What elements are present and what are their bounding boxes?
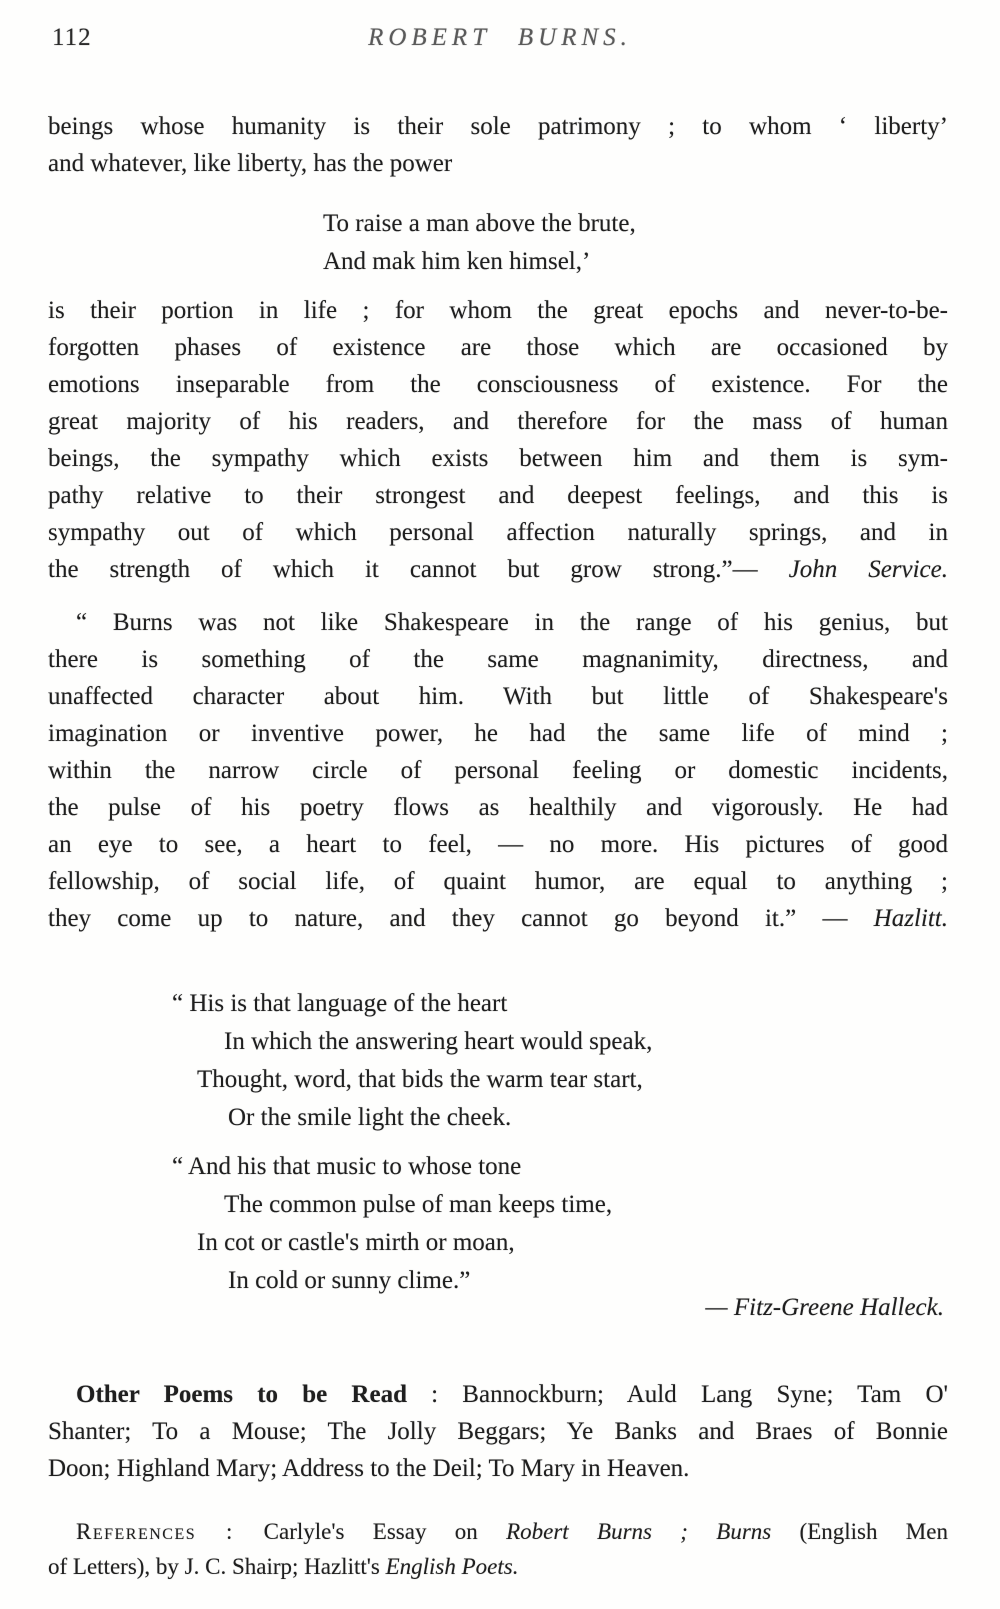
text-segment: and whatever, like liberty, has the power — [48, 150, 453, 177]
text-segment: sympathy out of which personal affection naturally springs, and in — [48, 519, 948, 546]
text-segment: “ And his that music to whose tone — [172, 1153, 522, 1180]
text-segment: “ Burns was not like Shakespeare in the range of his genius, but — [76, 609, 948, 636]
text-segment: great majority of his readers, and therefore for the mass of human — [48, 408, 948, 435]
text-line — [48, 715, 948, 752]
text-line — [48, 1450, 948, 1487]
text-segment: forgotten phases of existence are those which are occasioned by — [48, 334, 948, 361]
references-paragraph — [48, 1514, 948, 1584]
text-segment: : Bannockburn; Auld Lang Syne; Tam O' — [406, 1381, 948, 1408]
brute-verse — [323, 205, 948, 281]
text-segment: of Letters), by J. C. Shairp; Hazlitt's — [48, 1554, 386, 1579]
service-paragraph — [48, 292, 948, 588]
text-line — [48, 1376, 948, 1413]
text-line — [48, 329, 948, 366]
text-line — [48, 789, 948, 826]
text-line — [323, 243, 948, 281]
text-line — [224, 1186, 948, 1224]
text-line — [323, 205, 948, 243]
text-segment: the strength of which it cannot but grow strong.”— — [48, 556, 789, 583]
text-line — [48, 863, 948, 900]
text-segment: fellowship, of social life, of quaint humor, are equal to anything ; — [48, 868, 948, 895]
halleck-attribution — [48, 1290, 948, 1326]
text-line — [48, 641, 948, 678]
text-line — [48, 1549, 948, 1584]
text-segment: Robert Burns ; Burns — [506, 1519, 800, 1544]
text-line — [48, 403, 948, 440]
text-line — [48, 292, 948, 329]
text-line — [48, 604, 948, 641]
halleck-stanza-2 — [172, 1148, 948, 1300]
halleck-stanza-1 — [172, 985, 948, 1137]
text-segment: Hazlitt. — [873, 905, 948, 932]
text-line — [48, 108, 948, 145]
text-segment: imagination or inventive power, he had the same life of mind ; — [48, 720, 948, 747]
text-line — [48, 366, 948, 403]
text-line — [48, 826, 948, 863]
text-segment: Shanter; To a Mouse; The Jolly Beggars; Ye Banks and Braes of Bonnie — [48, 1418, 948, 1445]
text-segment: an eye to see, a heart to feel, — no more. His pictures of good — [48, 831, 948, 858]
text-segment: — Fitz-Greene Halleck. — [705, 1294, 944, 1321]
text-segment: “ His is that language of the heart — [172, 990, 508, 1017]
text-line — [48, 900, 948, 937]
text-line — [197, 1061, 948, 1099]
text-segment: Carlyle's Essay on — [263, 1519, 507, 1544]
text-segment: In cold or sunny clime.” — [228, 1267, 471, 1294]
text-segment: is their portion in life ; for whom the great epochs and never-to-be- — [48, 297, 948, 324]
text-line — [48, 477, 948, 514]
text-segment: The common pulse of man keeps time, — [224, 1191, 613, 1218]
text-segment: Or the smile light the cheek. — [228, 1104, 512, 1131]
text-segment: pathy relative to their strongest and deepest feelings, and this is — [48, 482, 948, 509]
text-segment: beings whose humanity is their sole patrimony ; to whom ‘ liberty’ — [48, 113, 948, 140]
page-number: 112 — [52, 24, 92, 51]
text-segment: English Poets. — [385, 1554, 519, 1579]
text-segment: Doon; Highland Mary; Address to the Deil; To Mary in Heaven. — [48, 1455, 690, 1482]
text-line — [48, 752, 948, 789]
text-line — [48, 145, 948, 182]
text-line — [48, 551, 948, 588]
other-poems-paragraph — [48, 1376, 948, 1487]
text-segment: In cot or castle's mirth or moan, — [197, 1229, 515, 1256]
text-segment: References : — [76, 1519, 264, 1544]
hazlitt-paragraph — [48, 604, 948, 937]
text-segment: And mak him ken himsel,’ — [323, 248, 591, 275]
text-line — [48, 1413, 948, 1450]
text-segment: emotions inseparable from the consciousness of existence. For the — [48, 371, 948, 398]
text-segment: they come up to nature, and they cannot go beyond it.” — — [48, 905, 874, 932]
opening-paragraph — [48, 108, 948, 182]
text-segment: the pulse of his poetry flows as healthily and vigorously. He had — [48, 794, 948, 821]
text-line — [48, 514, 948, 551]
text-segment: (English Men — [799, 1519, 948, 1544]
text-segment: Other Poems to be Read — [76, 1381, 407, 1408]
text-line — [48, 1514, 948, 1549]
text-line — [197, 1224, 948, 1262]
text-segment: In which the answering heart would speak, — [224, 1028, 653, 1055]
text-segment: within the narrow circle of personal feeling or domestic incidents, — [48, 757, 948, 784]
text-segment: unaffected character about him. With but little of Shakespeare's — [48, 683, 948, 710]
text-line — [224, 1023, 948, 1061]
text-segment: beings, the sympathy which exists between him and them is sym- — [48, 445, 948, 472]
text-segment: John Service. — [788, 556, 949, 583]
page-header — [0, 0, 1000, 60]
text-line — [228, 1099, 948, 1137]
text-line — [48, 440, 948, 477]
running-header: ROBERT BURNS. — [368, 24, 632, 51]
text-segment: Thought, word, that bids the warm tear start, — [197, 1066, 643, 1093]
text-line — [172, 985, 948, 1023]
text-line — [48, 678, 948, 715]
text-line — [48, 1290, 944, 1326]
page-body — [0, 108, 1000, 1584]
text-segment: there is something of the same magnanimity, directness, and — [48, 646, 948, 673]
text-segment: To raise a man above the brute, — [323, 210, 636, 237]
text-line — [172, 1148, 948, 1186]
